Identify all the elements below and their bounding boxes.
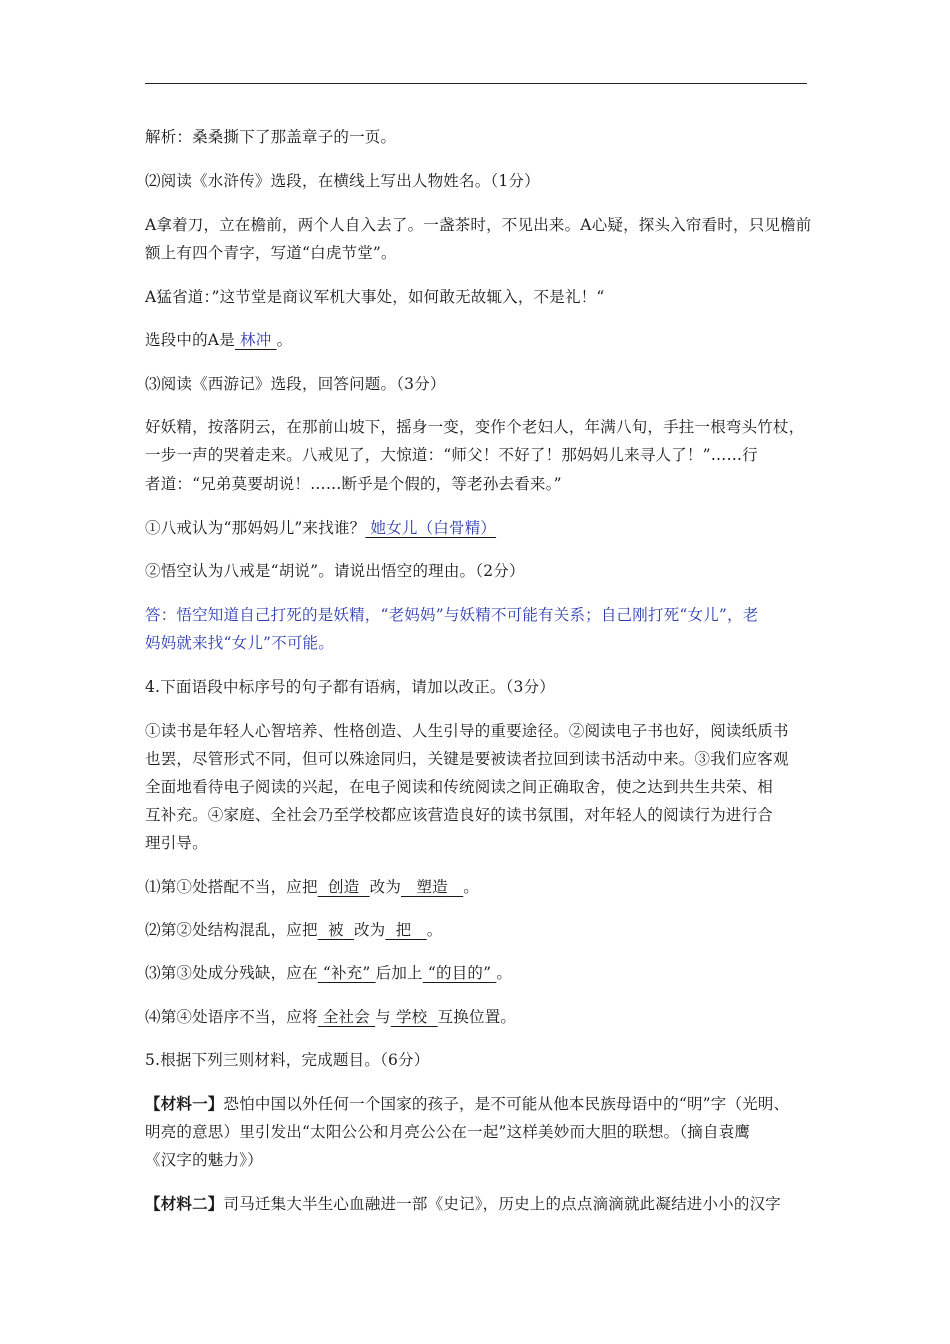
question-2-prompt: ⑵阅读《水浒传》选段，在横线上写出人物姓名。（1分） [145, 172, 540, 190]
material-1: 《汉字的魅力》） [145, 1151, 263, 1169]
correction-4: ⑷第④处语序不当，应将 全社会 与 学校 互换位置。 [145, 1008, 517, 1026]
answer-paragraph: 答：悟空知道自己打死的是妖精，“老妈妈”与妖精不可能有关系；自己刚打死“女儿”，老 [145, 606, 759, 624]
passage-line: ①读书是年轻人心智培养、性格创造、人生引导的重要途径。②阅读电子书也好，阅读纸质书 [145, 722, 789, 740]
passage-line: 好妖精，按落阴云，在那前山坡下，摇身一变，变作个老妇人，年满八旬，手拄一根弯头竹杖， [145, 418, 805, 436]
passage-line: 额上有四个青字，写道“白虎节堂”。 [145, 244, 397, 262]
answer-text: 创造 [327, 878, 360, 896]
answer-prefix: ①八戒认为“那妈妈儿”来找谁？ [145, 519, 366, 537]
answer-text: 她女儿（白骨精） [370, 519, 497, 537]
answer-prefix: 选段中的A是 [145, 331, 235, 349]
question-5-prompt: 5.根据下列三则材料，完成题目。（6分） [145, 1051, 430, 1069]
answer-text: “的目的” [427, 964, 492, 982]
correction-3: ⑶第③处成分残缺，应在 “补充” 后加上 “的目的” 。 [145, 964, 513, 982]
question-3-prompt: ⑶阅读《西游记》选段，回答问题。（3分） [145, 375, 446, 393]
answer-text: 被 [327, 921, 344, 939]
material-1: 明亮的意思）里引发出“太阳公公和月亮公公在一起”这样美妙而大胆的联想。（摘自袁鹰 [145, 1123, 751, 1141]
answer-text: 学校 [395, 1008, 428, 1026]
question-4-prompt: 4.下面语段中标序号的句子都有语病，请加以改正。（3分） [145, 678, 556, 696]
question-prompt: ②悟空认为八戒是“胡说”。请说出悟空的理由。（2分） [145, 562, 525, 580]
passage-line: 也罢，尽管形式不同，但可以殊途同归，关键是要被读者拉回到读书活动中来。③我们应客观 [145, 750, 789, 768]
passage-line: 一步一声的哭着走来。八戒见了，大惊道：“师父！不好了！那妈妈儿来寻人了！”……行 [145, 446, 758, 464]
passage-line: 全面地看待电子阅读的兴起，在电子阅读和传统阅读之间正确取舍，使之达到共生共荣、相 [145, 778, 774, 796]
passage-line: 理引导。 [145, 834, 208, 852]
analysis-line: 解析：桑桑撕下了那盖章子的一页。 [145, 128, 397, 146]
passage-line: 者道：“兄弟莫要胡说！……断乎是个假的，等老孙去看来。” [145, 475, 562, 493]
passage-line: A猛省道：”这节堂是商议军机大事处，如何敢无故辄入，不是礼！“ [145, 288, 605, 306]
answer-text: 把 [395, 921, 412, 939]
answer-text: 全社会 [322, 1008, 370, 1026]
material-tag: 【材料一】 [145, 1094, 224, 1113]
passage-line: A拿着刀，立在檐前，两个人自入去了。一盏茶时，不见出来。A心疑，探头入帘看时，只见檐前 [145, 216, 812, 234]
material-tag: 【材料二】 [145, 1194, 224, 1213]
material-1: 【材料一】恐怕中国以外任何一个国家的孩子，是不可能从他本民族母语中的“明”字（光明、 [145, 1094, 790, 1113]
answer-text: 林冲 [240, 331, 272, 349]
header-rule [145, 83, 807, 84]
correction-2: ⑵第②处结构混乱，应把 被 改为 把 。 [145, 921, 443, 939]
answer-suffix: 。 [276, 331, 293, 349]
answer-text: 塑造 [416, 878, 448, 896]
answer-paragraph: 妈妈就来找“女儿”不可能。 [145, 634, 334, 652]
answer-line [145, 325, 825, 355]
answer-line [145, 513, 825, 543]
correction-1: ⑴第①处搭配不当，应把 创造 改为 塑造 。 [145, 878, 479, 896]
material-2: 【材料二】司马迁集大半生心血融进一部《史记》，历史上的点点滴滴就此凝结进小小的汉字 [145, 1194, 781, 1213]
answer-text: “补充” [322, 964, 371, 982]
passage-line: 互补充。④家庭、全社会乃至学校都应该营造良好的读书氛围，对年轻人的阅读行为进行合 [145, 806, 774, 824]
